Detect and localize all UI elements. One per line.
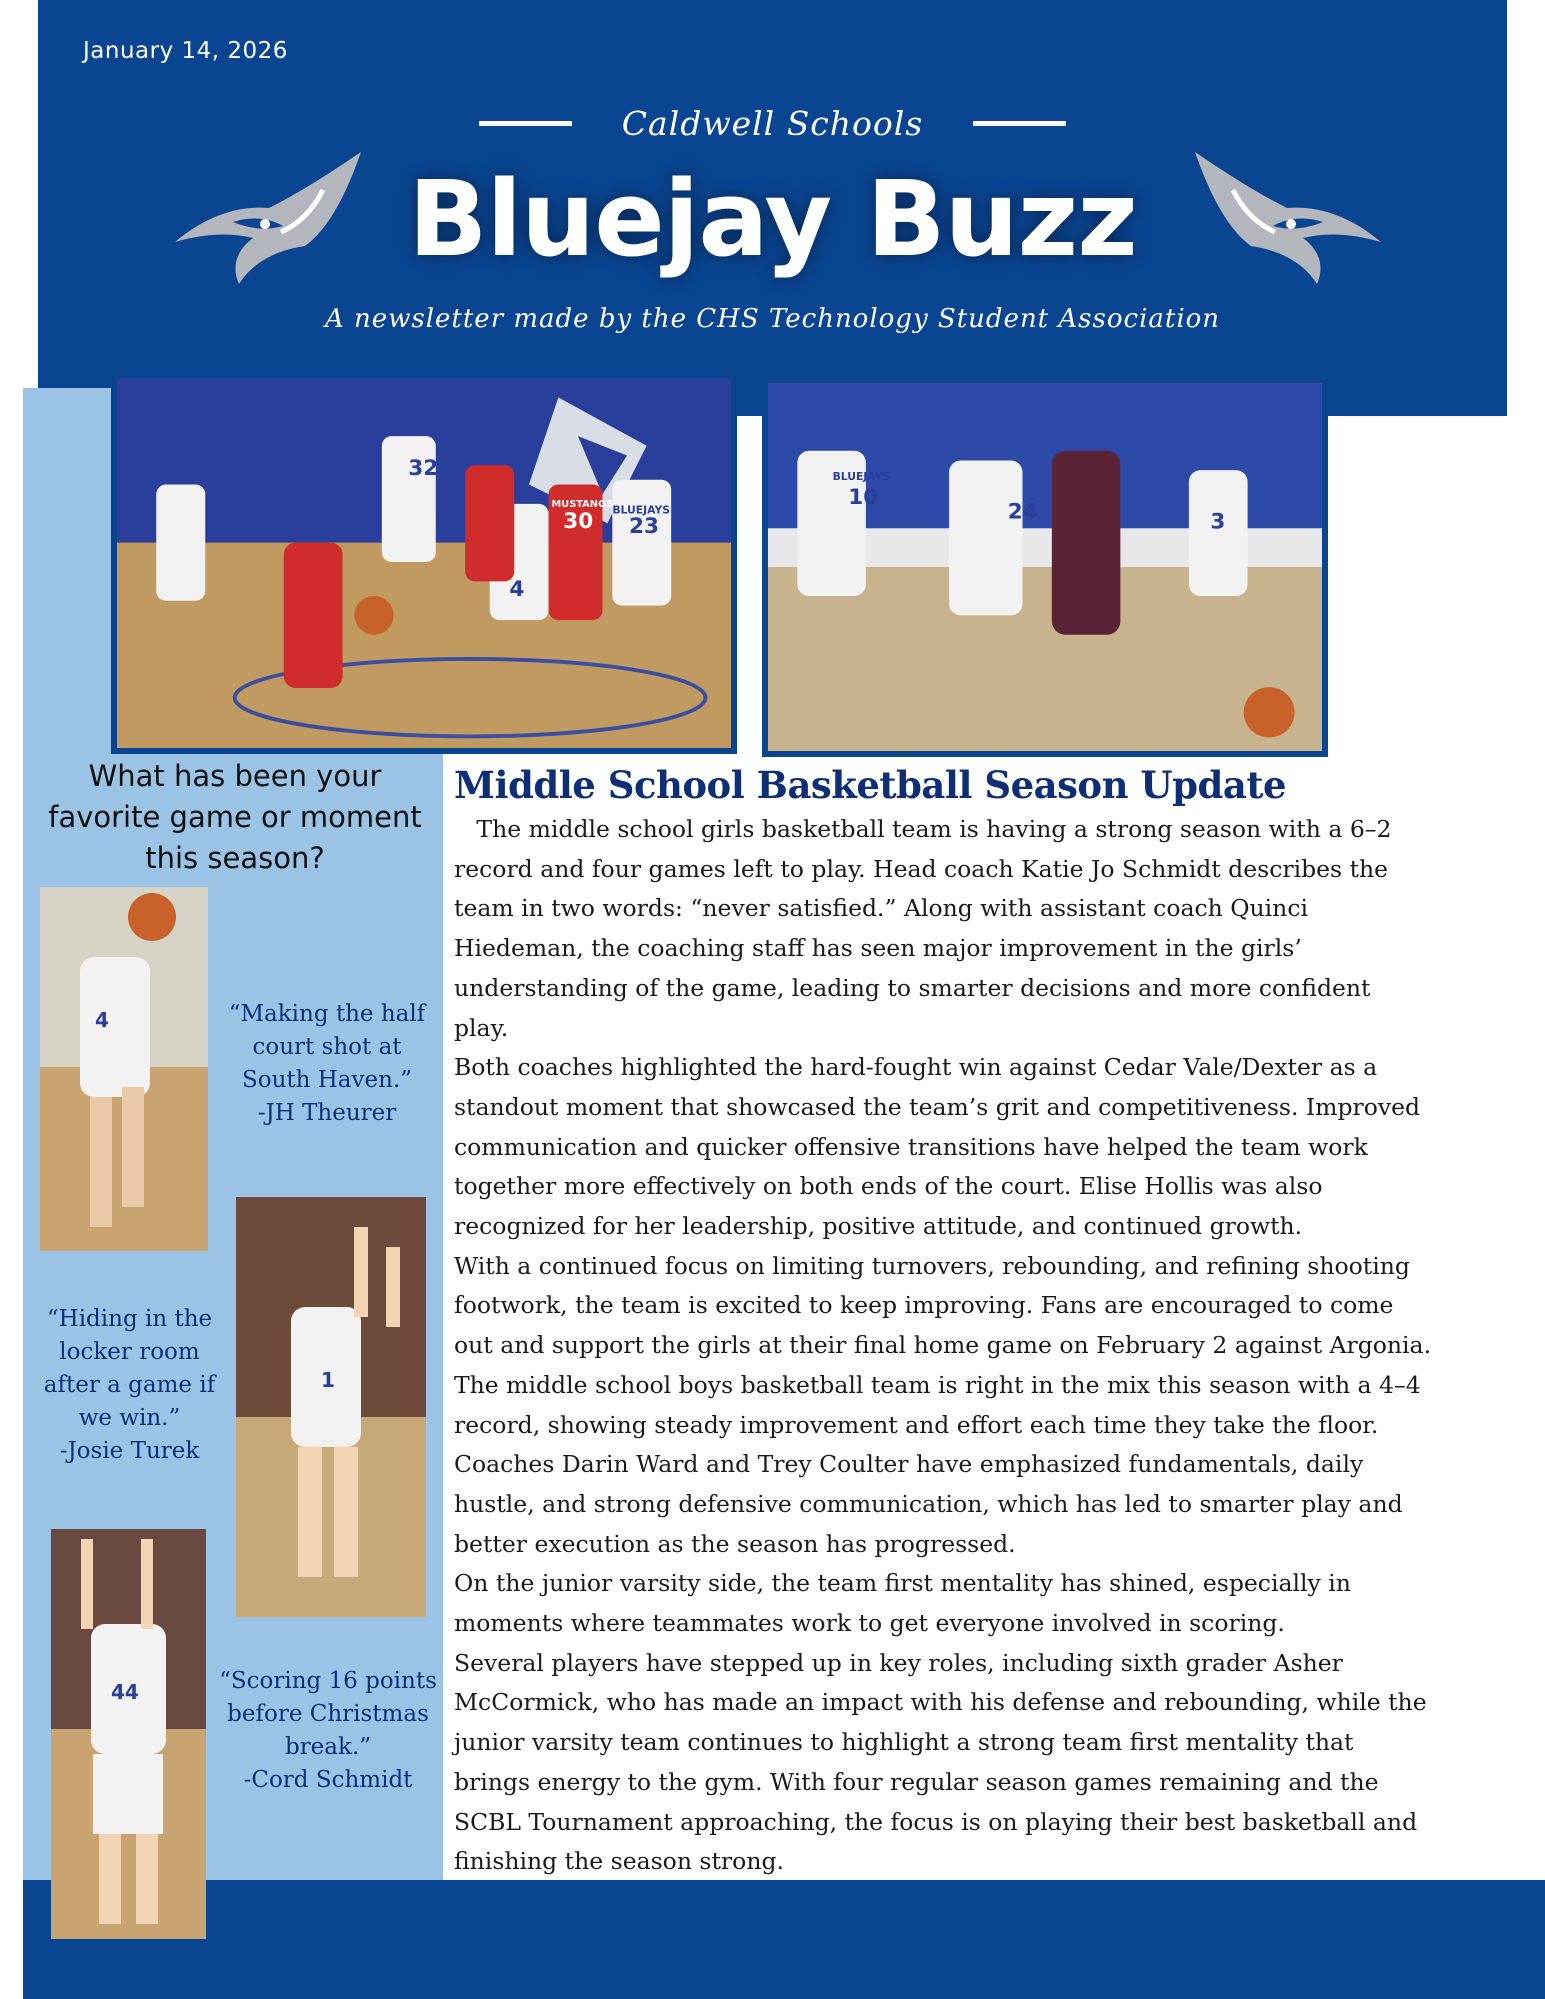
quote-line: “Hiding in the xyxy=(46,1306,213,1332)
jersey-text: BLUEJAYS xyxy=(832,469,891,483)
decorative-rule-left xyxy=(479,121,572,126)
article-title: Middle School Basketball Season Update xyxy=(454,763,1286,807)
jersey-number: 30 xyxy=(563,509,594,535)
article-line: hustle, and strong defensive communication, which has led to smarter play and xyxy=(454,1489,1403,1518)
quote-line: break.” xyxy=(284,1734,372,1760)
article-line: record, showing steady improvement and effort each time they take the floor. xyxy=(454,1410,1379,1439)
article-line: team in two words: “never satisfied.” Along with assistant coach Quinci xyxy=(454,894,1308,923)
school-row xyxy=(38,98,1507,148)
quote-jh-theurer xyxy=(212,998,442,1130)
bluejay-logo-icon xyxy=(173,150,363,290)
jersey-number: 4 xyxy=(509,577,525,602)
quote-line: we win.” xyxy=(78,1405,181,1431)
article-line: communication and quicker offensive transitions have helped the team work xyxy=(454,1132,1368,1161)
quote-cord-schmidt xyxy=(213,1665,443,1797)
article-line: With a continued focus on limiting turnovers, rebounding, and refining shooting xyxy=(454,1251,1410,1280)
girls-basketball-photo xyxy=(762,377,1328,757)
article-line: understanding of the game, leading to smarter decisions and more confident xyxy=(454,973,1371,1002)
article-line: Hiedeman, the coaching staff has seen major improvement in the girls’ xyxy=(454,934,1302,963)
quote-author: -Cord Schmidt xyxy=(243,1767,413,1793)
jersey-number: 10 xyxy=(848,485,879,511)
newsletter-tagline: A newsletter made by the CHS Technology Student Association xyxy=(324,304,1221,334)
jersey-number: 24 xyxy=(1007,499,1038,525)
article-line: junior varsity team continues to highlight a strong team first mentality that xyxy=(454,1728,1354,1757)
article-line: Both coaches highlighted the hard-fought win against Cedar Vale/Dexter as a xyxy=(454,1053,1378,1082)
newsletter-title: Bluejay Buzz xyxy=(408,158,1137,280)
question-line: What has been your xyxy=(88,759,382,793)
quote-line: South Haven.” xyxy=(241,1067,413,1093)
bluejay-logo-icon xyxy=(1193,150,1383,290)
quote-line: locker room xyxy=(59,1339,200,1365)
jersey-number: 3 xyxy=(1210,509,1226,535)
decorative-rule-right xyxy=(973,121,1066,126)
article-line: out and support the girls at their final home game on February 2 against Argonia. xyxy=(454,1331,1432,1360)
player-photo-cord-schmidt xyxy=(51,1529,206,1939)
article-line: McCormick, who has made an impact with his defense and rebounding, while the xyxy=(454,1688,1427,1717)
article-line: record and four games left to play. Head coach Katie Jo Schmidt describes the xyxy=(454,854,1389,883)
article-line: finishing the season strong. xyxy=(454,1847,784,1876)
quote-line: “Making the half xyxy=(228,1001,426,1027)
quote-josie-turek xyxy=(32,1303,227,1468)
player-photo-jh-theurer xyxy=(40,887,208,1251)
jersey-number: 44 xyxy=(111,1680,139,1704)
article-line: together more effectively on both ends of the court. Elise Hollis was also xyxy=(454,1172,1323,1201)
quote-line: court shot at xyxy=(252,1034,402,1060)
article-line: better execution as the season has progressed. xyxy=(454,1529,1016,1558)
issue-date: January 14, 2026 xyxy=(83,38,288,64)
jersey-number: 23 xyxy=(628,514,660,539)
jersey-number: 1 xyxy=(321,1368,335,1392)
quote-line: “Scoring 16 points xyxy=(219,1668,437,1694)
player-photo-josie-turek xyxy=(236,1197,426,1617)
article-body xyxy=(454,810,1514,1882)
article-line: SCBL Tournament approaching, the focus is on playing their best basketball and xyxy=(454,1807,1418,1836)
article-line: Coaches Darin Ward and Trey Coulter have emphasized fundamentals, daily xyxy=(454,1450,1364,1479)
question-line: this season? xyxy=(145,841,325,875)
article-line: The middle school girls basketball team is having a strong season with a 6–2 xyxy=(454,815,1392,843)
quote-author: -JH Theurer xyxy=(257,1100,397,1126)
article-line: play. xyxy=(454,1013,509,1042)
jersey-number: 32 xyxy=(408,455,439,481)
article-line: standout moment that showcased the team’s grit and competitiveness. Improved xyxy=(454,1092,1421,1121)
article-line: The middle school boys basketball team is right in the mix this season with a 4–4 xyxy=(454,1370,1421,1399)
quote-line: after a game if xyxy=(43,1372,216,1398)
school-name: Caldwell Schools xyxy=(621,103,924,143)
article-line: footwork, the team is excited to keep improving. Fans are encouraged to come xyxy=(454,1291,1394,1320)
boys-basketball-photo xyxy=(111,372,737,754)
article-line: moments where teammates work to get everyone involved in scoring. xyxy=(454,1609,1285,1638)
jersey-text: MUSTANGS xyxy=(551,498,614,510)
question-line: favorite game or moment xyxy=(48,800,422,834)
article-line: On the junior varsity side, the team first mentality has shined, especially in xyxy=(454,1569,1351,1598)
footer-bar xyxy=(23,1880,1545,1999)
article-line: recognized for her leadership, positive attitude, and continued growth. xyxy=(454,1212,1303,1241)
article-line: brings energy to the gym. With four regular season games remaining and the xyxy=(454,1767,1379,1796)
jersey-number: 4 xyxy=(95,1008,109,1032)
article-line: Several players have stepped up in key roles, including sixth grader Asher xyxy=(454,1648,1343,1677)
newsletter-header xyxy=(38,0,1507,416)
quote-author: -Josie Turek xyxy=(59,1438,200,1464)
article xyxy=(454,760,1514,1882)
sidebar-question xyxy=(40,756,430,879)
jersey-text: BLUEJAYS xyxy=(612,503,671,517)
quote-line: before Christmas xyxy=(227,1701,429,1727)
